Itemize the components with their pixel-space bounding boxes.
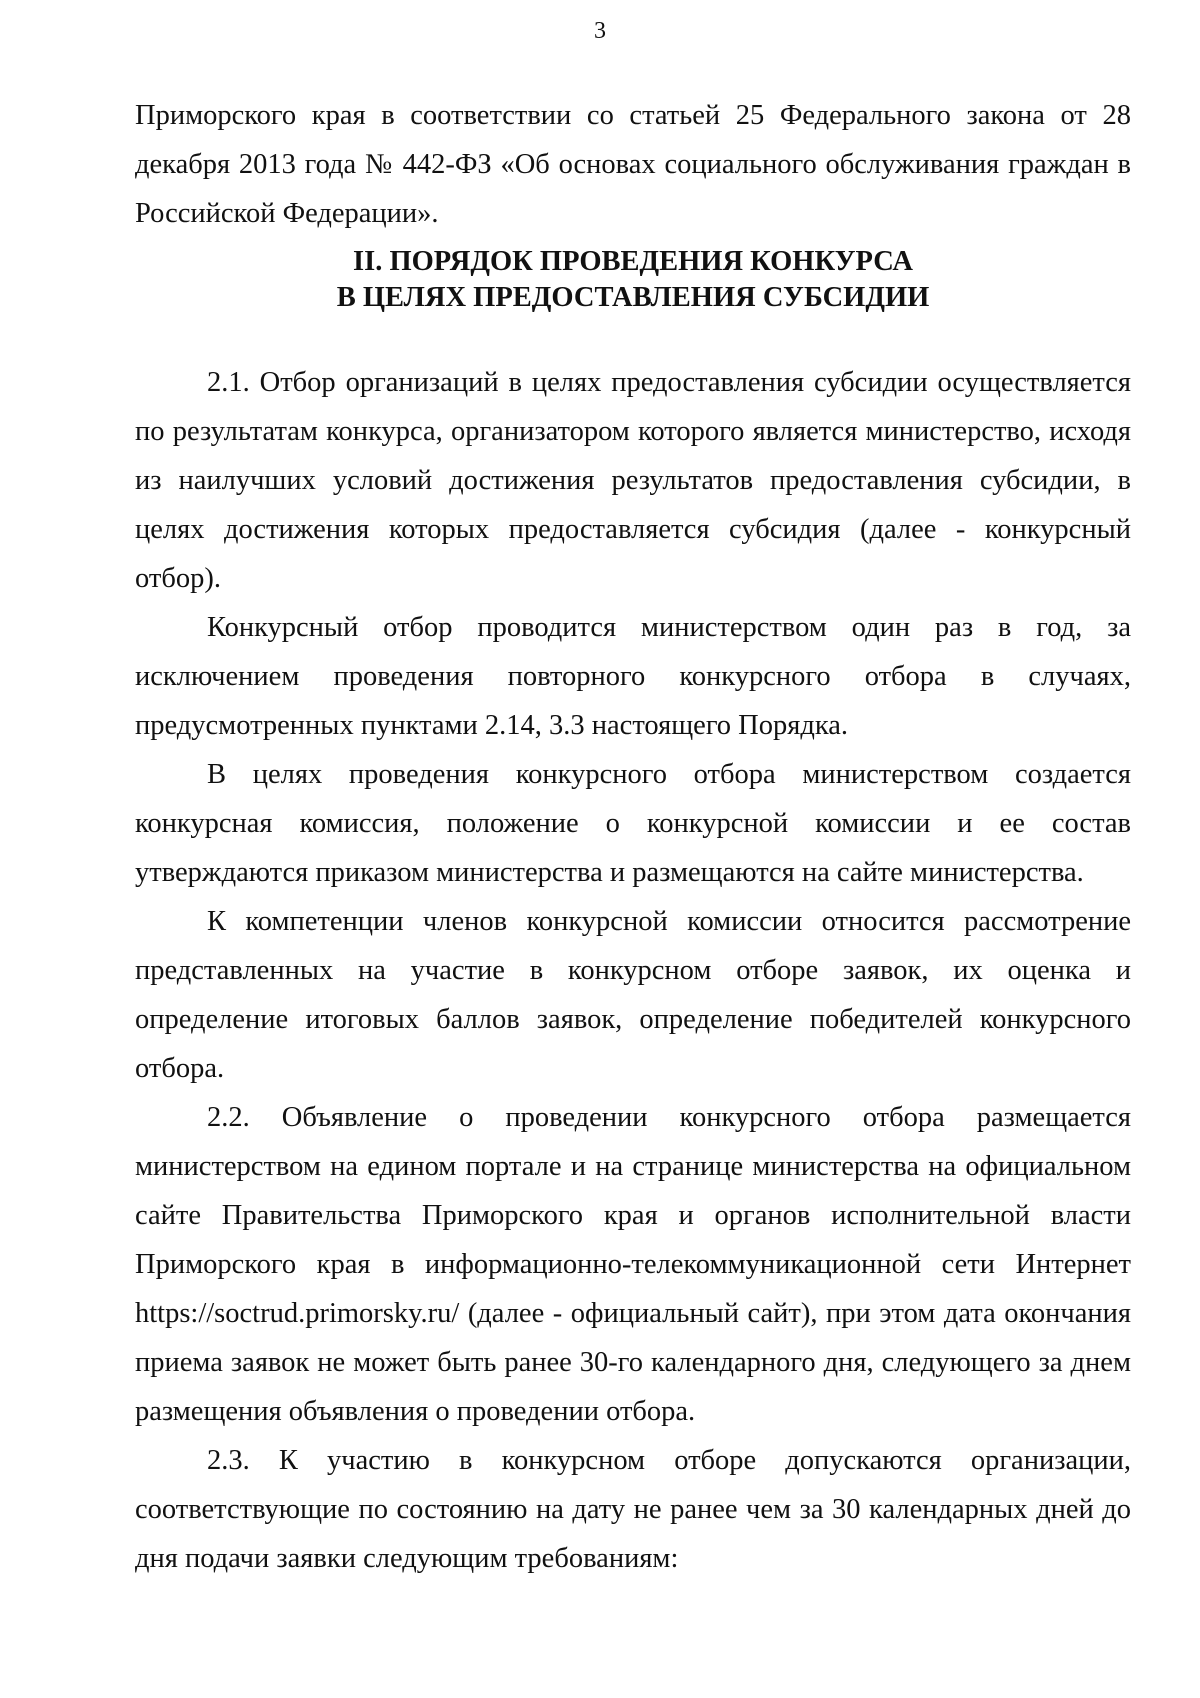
document-body	[135, 91, 1131, 1583]
section-heading-line-1: II. ПОРЯДОК ПРОВЕДЕНИЯ КОНКУРСА	[353, 246, 913, 277]
paragraph-2-1: 2.1. Отбор организаций в целях предоставления субсидии осуществляется по результатам конкурса, организатором которого является министерство, исходя из наилучших условий достижения результатов предоставления субсидии, в целях достижения которых предоставляется субсидия (далее - конкурсный отбор).	[135, 367, 1131, 594]
section-heading-line-2: В ЦЕЛЯХ ПРЕДОСТАВЛЕНИЯ СУБСИДИИ	[336, 282, 930, 313]
paragraph-competition-frequency: Конкурсный отбор проводится министерством один раз в год, за исключением проведения повторного конкурсного отбора в случаях, предусмотренных пунктами 2.14, 3.3 настоящего Порядка.	[135, 612, 1131, 741]
paragraph-commission-competence: К компетенции членов конкурсной комиссии относится рассмотрение представленных на участие в конкурсном отборе заявок, их оценка и определение итоговых баллов заявок, определение победителей конкурсного отбора.	[135, 906, 1131, 1084]
paragraph-2-3: 2.3. К участию в конкурсном отборе допускаются организации, соответствующие по состоянию на дату не ранее чем за 30 календарных дней до дня подачи заявки следующим требованиям:	[135, 1445, 1131, 1574]
intro-paragraph: Приморского края в соответствии со статьей 25 Федерального закона от 28 декабря 2013 года № 442-ФЗ «Об основах социального обслуживания граждан в Российской Федерации».	[135, 100, 1131, 229]
paragraph-2-2: 2.2. Объявление о проведении конкурсного отбора размещается министерством на едином портале и на странице министерства на официальном сайте Правительства Приморского края и органов исполнительной власти Приморского края в информационно-телекоммуникационной сети Интернет https://soctrud.primorsky.ru/ (далее - официальный сайт), при этом дата окончания приема заявок не может быть ранее 30-го календарного дня, следующего за днем размещения объявления о проведении отбора.	[135, 1102, 1131, 1427]
paragraph-commission: В целях проведения конкурсного отбора министерством создается конкурсная комиссия, положение о конкурсной комиссии и ее состав утверждаются приказом министерства и размещаются на сайте министерства.	[135, 759, 1131, 888]
section-heading	[135, 244, 1131, 316]
page-number: 3	[594, 18, 606, 44]
